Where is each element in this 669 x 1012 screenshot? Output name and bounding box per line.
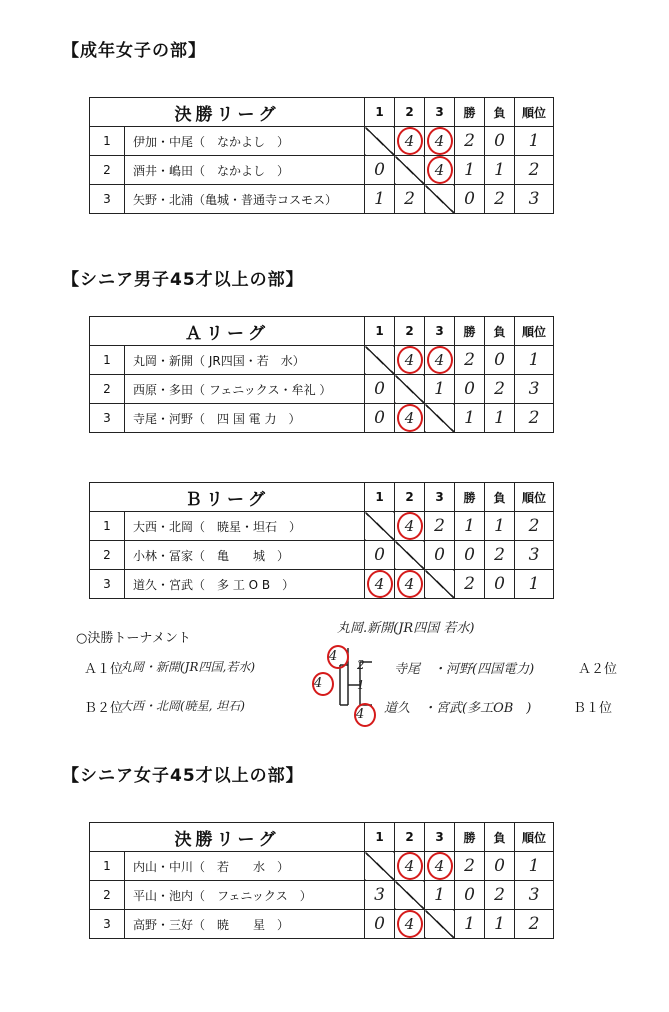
wins-value: 1 bbox=[464, 516, 475, 536]
losses-value: 1 bbox=[494, 914, 505, 934]
score-value: 1 bbox=[434, 885, 445, 905]
b1-label: Ｂ１位 bbox=[573, 701, 613, 716]
rank-value: 3 bbox=[528, 885, 540, 905]
score-value: 0 bbox=[374, 914, 385, 934]
win-score-circle: 4 bbox=[397, 512, 423, 540]
column-header: 勝 bbox=[455, 317, 485, 346]
column-header: 1 bbox=[365, 483, 395, 512]
score-value: 1 bbox=[434, 379, 445, 399]
a1-team: 丸岡・新開(JR四国,若水) bbox=[120, 660, 256, 674]
section-heading: 【シニア男子45才以上の部】 bbox=[62, 270, 304, 290]
self-cell bbox=[365, 346, 395, 375]
score-cell bbox=[425, 346, 455, 375]
team-name: 大西・北岡（ 暁星・坦石 ） bbox=[125, 512, 365, 541]
self-cell bbox=[395, 881, 425, 910]
table-row bbox=[90, 512, 554, 541]
column-header: 3 bbox=[425, 317, 455, 346]
row-number: 1 bbox=[90, 127, 125, 156]
losses-cell bbox=[485, 852, 515, 881]
a1-label: Ａ１位 bbox=[84, 662, 124, 677]
score-value: 2 bbox=[434, 516, 445, 536]
score-circle: 4 bbox=[312, 672, 334, 696]
score-cell bbox=[365, 541, 395, 570]
losses-cell bbox=[485, 881, 515, 910]
score-cell bbox=[365, 881, 395, 910]
rank-cell bbox=[515, 375, 554, 404]
score-value: 1 bbox=[374, 189, 385, 209]
column-header: 2 bbox=[395, 317, 425, 346]
table-row bbox=[90, 541, 554, 570]
score-cell bbox=[395, 570, 425, 599]
header-row bbox=[90, 98, 554, 127]
wins-cell bbox=[455, 910, 485, 939]
losses-value: 2 bbox=[494, 885, 505, 905]
team-name: 寺尾・河野（ 四 国 電 力 ） bbox=[125, 404, 365, 433]
league-table bbox=[89, 316, 554, 433]
league-title: Ａリーグ bbox=[90, 317, 365, 346]
column-header: 順位 bbox=[515, 317, 554, 346]
wins-value: 2 bbox=[464, 574, 475, 594]
wins-cell bbox=[455, 404, 485, 433]
win-score-circle: 4 bbox=[427, 852, 453, 880]
rank-cell bbox=[515, 881, 554, 910]
score-cell bbox=[425, 881, 455, 910]
team-name: 矢野・北浦（亀城・普通寺コスモス） bbox=[125, 185, 365, 214]
wins-value: 2 bbox=[464, 350, 475, 370]
wins-cell bbox=[455, 185, 485, 214]
self-cell bbox=[425, 910, 455, 939]
losses-value: 1 bbox=[494, 516, 505, 536]
column-header: 1 bbox=[365, 823, 395, 852]
score-cell bbox=[425, 541, 455, 570]
rank-value: 1 bbox=[528, 856, 540, 876]
score-cell bbox=[395, 185, 425, 214]
score-cell bbox=[425, 127, 455, 156]
wins-value: 2 bbox=[464, 856, 475, 876]
score-value: 0 bbox=[374, 379, 385, 399]
win-score-circle: 4 bbox=[397, 852, 423, 880]
losses-cell bbox=[485, 375, 515, 404]
losses-cell bbox=[485, 570, 515, 599]
wins-value: 2 bbox=[464, 131, 475, 151]
column-header: 3 bbox=[425, 483, 455, 512]
tournament-title: ○決勝トーナメント bbox=[76, 631, 191, 646]
losses-value: 1 bbox=[494, 160, 505, 180]
column-header: 1 bbox=[365, 317, 395, 346]
score-circle: 4 bbox=[354, 703, 376, 727]
table-row bbox=[90, 127, 554, 156]
b2-team: 大西・北岡(暁星, 坦石) bbox=[120, 699, 245, 713]
score-cell bbox=[425, 375, 455, 404]
table-row bbox=[90, 185, 554, 214]
team-name: 平山・池内（ フェニックス ） bbox=[125, 881, 365, 910]
score-value: 0 bbox=[374, 545, 385, 565]
wins-cell bbox=[455, 156, 485, 185]
self-cell bbox=[395, 375, 425, 404]
rank-cell bbox=[515, 346, 554, 375]
table-row bbox=[90, 910, 554, 939]
rank-value: 2 bbox=[528, 516, 540, 536]
column-header: 3 bbox=[425, 823, 455, 852]
self-cell bbox=[365, 512, 395, 541]
team-name: 道久・宮武（ 多 工 O B ） bbox=[125, 570, 365, 599]
score-value: 0 bbox=[374, 160, 385, 180]
score-cell bbox=[365, 185, 395, 214]
section-heading: 【成年女子の部】 bbox=[62, 41, 206, 61]
win-score-circle: 4 bbox=[397, 127, 423, 155]
table-row bbox=[90, 156, 554, 185]
win-score-circle: 4 bbox=[427, 127, 453, 155]
score-cell bbox=[425, 852, 455, 881]
a2-team: 寺尾 ・河野(四国電力) bbox=[394, 662, 535, 677]
team-name: 酒井・嶋田（ なかよし ） bbox=[125, 156, 365, 185]
losses-cell bbox=[485, 156, 515, 185]
table-row bbox=[90, 375, 554, 404]
rank-value: 1 bbox=[528, 350, 540, 370]
score-cell bbox=[365, 910, 395, 939]
self-cell bbox=[425, 404, 455, 433]
rank-value: 2 bbox=[528, 160, 540, 180]
score-cell bbox=[395, 127, 425, 156]
row-number: 3 bbox=[90, 910, 125, 939]
row-number: 2 bbox=[90, 881, 125, 910]
losses-cell bbox=[485, 127, 515, 156]
win-score-circle: 4 bbox=[397, 570, 423, 598]
wins-cell bbox=[455, 541, 485, 570]
wins-value: 1 bbox=[464, 914, 475, 934]
rank-cell bbox=[515, 156, 554, 185]
score-cell bbox=[365, 404, 395, 433]
league-title: 決勝リーグ bbox=[90, 98, 365, 127]
column-header: 2 bbox=[395, 98, 425, 127]
wins-cell bbox=[455, 570, 485, 599]
rank-cell bbox=[515, 404, 554, 433]
team-name: 丸岡・新開（ JR四国・若 水） bbox=[125, 346, 365, 375]
table-row bbox=[90, 404, 554, 433]
wins-cell bbox=[455, 346, 485, 375]
wins-value: 1 bbox=[464, 160, 475, 180]
score-cell bbox=[395, 910, 425, 939]
losses-cell bbox=[485, 185, 515, 214]
rank-cell bbox=[515, 910, 554, 939]
column-header: 負 bbox=[485, 823, 515, 852]
score-cell bbox=[425, 512, 455, 541]
rank-cell bbox=[515, 541, 554, 570]
score-cell bbox=[365, 375, 395, 404]
losses-cell bbox=[485, 404, 515, 433]
row-number: 2 bbox=[90, 156, 125, 185]
wins-cell bbox=[455, 375, 485, 404]
self-cell bbox=[365, 852, 395, 881]
table-row bbox=[90, 570, 554, 599]
win-score-circle: 4 bbox=[427, 346, 453, 374]
score-value: 2 bbox=[357, 658, 365, 672]
losses-cell bbox=[485, 541, 515, 570]
losses-value: 1 bbox=[494, 408, 505, 428]
losses-value: 2 bbox=[494, 189, 505, 209]
a2-label: Ａ２位 bbox=[578, 662, 618, 677]
column-header: 2 bbox=[395, 483, 425, 512]
header-row bbox=[90, 823, 554, 852]
self-cell bbox=[425, 185, 455, 214]
score-cell bbox=[395, 852, 425, 881]
column-header: 勝 bbox=[455, 483, 485, 512]
table-row bbox=[90, 881, 554, 910]
team-name: 伊加・中尾（ なかよし ） bbox=[125, 127, 365, 156]
self-cell bbox=[425, 570, 455, 599]
column-header: 負 bbox=[485, 98, 515, 127]
row-number: 1 bbox=[90, 512, 125, 541]
win-score-circle: 4 bbox=[397, 910, 423, 938]
losses-value: 0 bbox=[494, 350, 505, 370]
self-cell bbox=[395, 156, 425, 185]
row-number: 3 bbox=[90, 570, 125, 599]
score-value: 2 bbox=[404, 189, 415, 209]
losses-value: 0 bbox=[494, 131, 505, 151]
wins-value: 0 bbox=[464, 885, 475, 905]
row-number: 2 bbox=[90, 541, 125, 570]
row-number: 1 bbox=[90, 852, 125, 881]
row-number: 3 bbox=[90, 185, 125, 214]
team-name: 内山・中川（ 若 水 ） bbox=[125, 852, 365, 881]
column-header: 3 bbox=[425, 98, 455, 127]
column-header: 順位 bbox=[515, 483, 554, 512]
league-table bbox=[89, 822, 554, 939]
header-row bbox=[90, 317, 554, 346]
team-name: 小林・冨家（ 亀 城 ） bbox=[125, 541, 365, 570]
column-header: 順位 bbox=[515, 823, 554, 852]
column-header: 順位 bbox=[515, 98, 554, 127]
column-header: 勝 bbox=[455, 823, 485, 852]
losses-cell bbox=[485, 910, 515, 939]
rank-cell bbox=[515, 852, 554, 881]
rank-cell bbox=[515, 127, 554, 156]
score-cell bbox=[365, 156, 395, 185]
win-score-circle: 4 bbox=[397, 404, 423, 432]
rank-value: 2 bbox=[528, 914, 540, 934]
self-cell bbox=[395, 541, 425, 570]
losses-value: 0 bbox=[494, 856, 505, 876]
tournament-winner: 丸岡.新開(JR四国 若水) bbox=[337, 621, 475, 636]
score-cell bbox=[365, 570, 395, 599]
losses-value: 0 bbox=[494, 574, 505, 594]
losses-value: 2 bbox=[494, 379, 505, 399]
section-heading: 【シニア女子45才以上の部】 bbox=[62, 766, 304, 786]
score-cell bbox=[395, 346, 425, 375]
wins-value: 0 bbox=[464, 379, 475, 399]
column-header: 1 bbox=[365, 98, 395, 127]
wins-cell bbox=[455, 512, 485, 541]
score-value: 0 bbox=[434, 545, 445, 565]
losses-value: 2 bbox=[494, 545, 505, 565]
rank-value: 1 bbox=[528, 574, 540, 594]
wins-value: 0 bbox=[464, 189, 475, 209]
row-number: 3 bbox=[90, 404, 125, 433]
rank-value: 3 bbox=[528, 545, 540, 565]
score-value: 0 bbox=[374, 408, 385, 428]
league-table bbox=[89, 482, 554, 599]
table-row bbox=[90, 346, 554, 375]
column-header: 負 bbox=[485, 483, 515, 512]
row-number: 1 bbox=[90, 346, 125, 375]
column-header: 勝 bbox=[455, 98, 485, 127]
wins-cell bbox=[455, 881, 485, 910]
win-score-circle: 4 bbox=[397, 346, 423, 374]
team-name: 高野・三好（ 暁 星 ） bbox=[125, 910, 365, 939]
league-title: 決勝リーグ bbox=[90, 823, 365, 852]
rank-value: 2 bbox=[528, 408, 540, 428]
wins-cell bbox=[455, 852, 485, 881]
wins-cell bbox=[455, 127, 485, 156]
rank-cell bbox=[515, 570, 554, 599]
score-cell bbox=[395, 404, 425, 433]
rank-cell bbox=[515, 512, 554, 541]
score-circle: 4 bbox=[327, 645, 349, 669]
b1-team: 道久 ・宮武(多工OB ) bbox=[384, 701, 532, 716]
score-cell bbox=[395, 512, 425, 541]
league-title: Ｂリーグ bbox=[90, 483, 365, 512]
score-value: 1 bbox=[357, 678, 365, 692]
column-header: 負 bbox=[485, 317, 515, 346]
wins-value: 1 bbox=[464, 408, 475, 428]
win-score-circle: 4 bbox=[367, 570, 393, 598]
score-cell bbox=[425, 156, 455, 185]
score-value: 3 bbox=[374, 885, 385, 905]
losses-cell bbox=[485, 346, 515, 375]
row-number: 2 bbox=[90, 375, 125, 404]
losses-cell bbox=[485, 512, 515, 541]
column-header: 2 bbox=[395, 823, 425, 852]
table-row bbox=[90, 852, 554, 881]
b2-label: Ｂ２位 bbox=[84, 701, 124, 716]
header-row bbox=[90, 483, 554, 512]
self-cell bbox=[365, 127, 395, 156]
win-score-circle: 4 bbox=[427, 156, 453, 184]
rank-value: 3 bbox=[528, 189, 540, 209]
wins-value: 0 bbox=[464, 545, 475, 565]
league-table bbox=[89, 97, 554, 214]
rank-cell bbox=[515, 185, 554, 214]
rank-value: 3 bbox=[528, 379, 540, 399]
rank-value: 1 bbox=[528, 131, 540, 151]
team-name: 西原・多田（ フェニックス・牟礼 ） bbox=[125, 375, 365, 404]
